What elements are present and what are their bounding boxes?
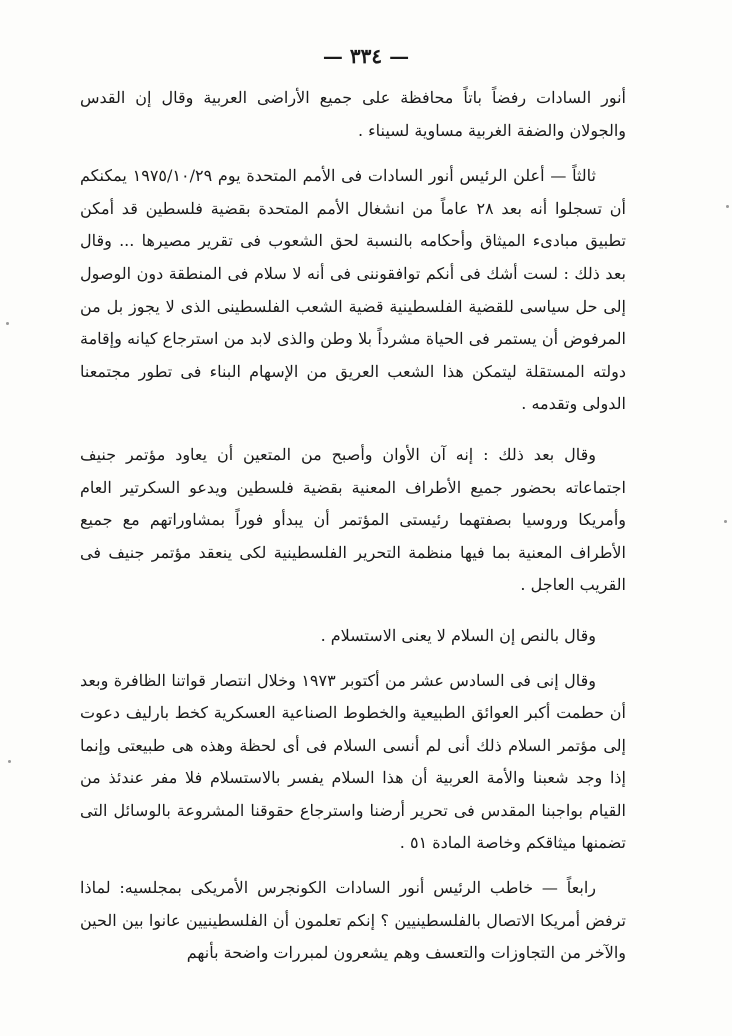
paragraph-2: ثالثاً — أعلن الرئيس أنور السادات فى الأمم المتحدة يوم ١٩٧٥/١٠/٢٩ يمكنكم أن تسجلوا أنه بعد ٢٨ عاماً من انشغال الأمم المتحدة بقضية فلسطين قد أمكن تطبيق مبادىء الميثاق وأحكامه بالنسبة لحق الشعوب فى تقرير مصيرها ... وقال بعد ذلك : لست أشك فى أنكم توافقوننى فى أنه لا سلام فى المنطقة دون الوصول إلى حل سياسى للقضية الفلسطينية قضية الشعب الفلسطينى الذى لا يجوز بل من المرفوض أن يستمر فى الحياة مشرداً بلا وطن والذى لابد من استرجاع كيانه وإقامة دولته المستقلة ليتمكن هذا الشعب العريق من الإسهام البناء فى تطور مجتمعنا الدولى وتقدمه . [80,166,626,414]
paragraph-5: وقال إنى فى السادس عشر من أكتوبر ١٩٧٣ وخلال انتصار قواتنا الظافرة وبعد أن حطمت أكبر العوائق الطبيعية والخطوط الصناعية العسكرية كخط بارليف دعوت إلى مؤتمر السلام ذلك أنى لم أنسى السلام فى أى لحظة وهذه هى طبيعتى وإنما إذا وجد شعبنا والأمة العربية أن هذا السلام يفسر بالاستسلام فلا مفر عندئذ من القيام بواجبنا المقدس فى تحرير أرضنا واسترجاع حقوقنا المشروعة بالوسائل التى تضمنها ميثاقكم وخاصة المادة ٥١ . [80,670,626,853]
body-text [80,82,626,970]
paragraph-3: وقال بعد ذلك : إنه آن الأوان وأصبح من المتعين أن يعاود مؤتمر جنيف اجتماعاته بحضور جميع الأطراف المعنية بقضية فلسطين ويدعو السكرتير العام وأمريكا وروسيا بصفتهما رئيستى المؤتمر أن يبدأو فوراً بمشاوراتهم مع جميع الأطراف المعنية بما فيها منظمة التحرير الفلسطينية لكى ينعقد مؤتمر جنيف فى القريب العاجل . [80,444,627,595]
paragraph-4: وقال بالنص إن السلام لا يعنى الاستسلام . [320,625,596,645]
scan-speck [724,520,727,523]
scan-speck [726,205,729,208]
paragraph-6: رابعاً — خاطب الرئيس أنور السادات الكونجرس الأمريكى بمجلسيه: لماذا ترفض أمريكا الاتصال بالفلسطينيين ؟ إنكم تعلمون أن الفلسطينيين عانوا بين الحين والآخر من التجاوزات والتعسف وهم يشعرون لمبررات واضحة بأنهم [80,878,626,963]
scan-speck [8,760,11,763]
page-number: — ٣٣٤ — [322,44,410,68]
paragraph-1: أنور السادات رفضاً باتاً محافظة على جميع الأراضى العربية وقال إن القدس والجولان والضفة الغربية مساوية لسيناء . [80,88,626,140]
scan-speck [6,322,9,325]
